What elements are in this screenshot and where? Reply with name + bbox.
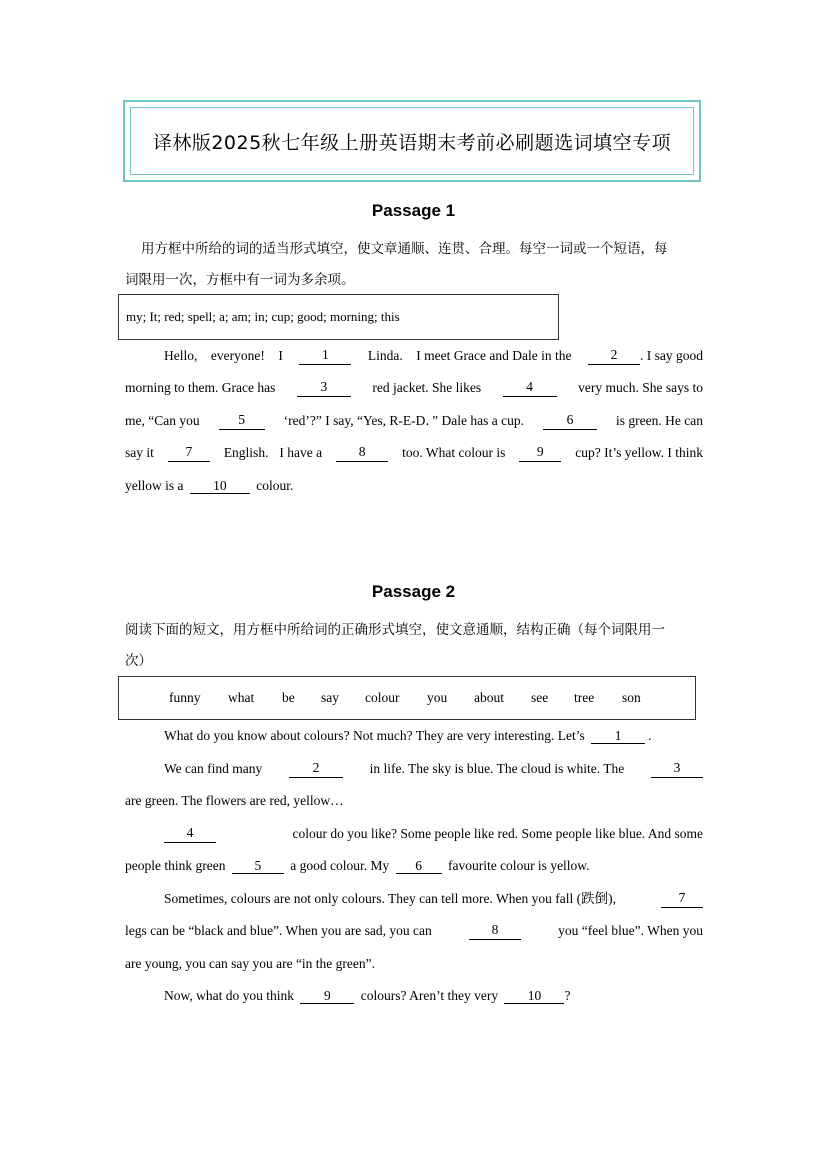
passage2-line-9: Now, what do you think 9 colours? Aren’t they very 10 ? bbox=[164, 988, 571, 1003]
p2-blank-1[interactable]: 1 bbox=[591, 728, 645, 744]
blank-6[interactable]: 6 bbox=[543, 412, 597, 430]
passage2-heading: Passage 2 bbox=[371, 582, 456, 601]
p2-blank-8[interactable]: 8 bbox=[469, 922, 521, 940]
passage2-line-2: We can find many 2 in life. The sky is blue. The cloud is white. The 3 bbox=[164, 760, 703, 778]
passage1-line-5: yellow is a 10 colour. bbox=[125, 478, 294, 493]
passage1-heading: Passage 1 bbox=[371, 201, 456, 220]
passage1-line-2: morning to them. Grace has 3 red jacket. She likes 4 very much. She says to bbox=[125, 379, 703, 395]
word-see: see bbox=[531, 690, 549, 705]
p2-blank-6[interactable]: 6 bbox=[396, 858, 442, 874]
word-colour: colour bbox=[365, 690, 400, 705]
passage2-line-6: Sometimes, colours are not only colours. They can tell more. When you fall (跌倒), 7 bbox=[164, 890, 703, 908]
p2-blank-10[interactable]: 10 bbox=[504, 988, 564, 1004]
title-box bbox=[123, 100, 701, 182]
passage2-instructions-line1: 阅读下面的短文，用方框中所给词的正确形式填空，使文意通顺，结构正确（每个词限用一 bbox=[125, 622, 665, 638]
word-you: you bbox=[427, 690, 448, 705]
passage2-instructions-line2: 次） bbox=[125, 653, 152, 669]
word-son: son bbox=[622, 690, 641, 705]
passage2-line-8: are young, you can say you are “in the green”. bbox=[125, 956, 376, 971]
passage2-line-5: people think green 5 a good colour. My 6 favourite colour is yellow. bbox=[125, 858, 590, 873]
passage1-line-1: Hello, everyone! I 1 Linda. I meet Grace and Dale in the 2 . I say good bbox=[164, 347, 703, 363]
passage1-line-3: me, “Can you 5 ‘red’?” I say, “Yes, R-E-D．” Dale has a cup. 6 is green. He can bbox=[125, 412, 703, 428]
blank-7[interactable]: 7 bbox=[168, 444, 210, 462]
word-tree: tree bbox=[574, 690, 595, 705]
passage2-line-7: legs can be “black and blue”. When you are sad, you can 8 you “feel blue”. When you bbox=[125, 922, 703, 938]
blank-8[interactable]: 8 bbox=[336, 444, 388, 462]
word-what: what bbox=[228, 690, 255, 705]
blank-10[interactable]: 10 bbox=[190, 478, 250, 494]
p2-blank-4[interactable]: 4 bbox=[164, 825, 216, 843]
word-be: be bbox=[282, 690, 295, 705]
passage1-word-box bbox=[118, 294, 559, 340]
passage2-line-1: What do you know about colours? Not much? They are very interesting. Let’s 1 . bbox=[164, 728, 652, 743]
passage1-instructions-line1: 用方框中所给的词的适当形式填空，使文章通顺、连贯、合理。每空一词或一个短语，每 bbox=[141, 241, 668, 257]
blank-4[interactable]: 4 bbox=[503, 379, 557, 397]
p2-blank-3[interactable]: 3 bbox=[651, 760, 703, 778]
passage1-line-4: say it 7 English. I have a 8 too. What colour is 9 cup? It’s yellow. I think bbox=[125, 444, 703, 460]
p2-blank-2[interactable]: 2 bbox=[289, 760, 343, 778]
passage1-word-list: my; It; red; spell; a; am; in; cup; good; morning; this bbox=[126, 309, 400, 324]
blank-9[interactable]: 9 bbox=[519, 444, 561, 462]
passage2-line-3: are green. The flowers are red, yellow… bbox=[125, 793, 344, 808]
document-title: 译林版2025秋七年级上册英语期末考前必刷题选词填空专项 bbox=[130, 107, 694, 175]
word-about: about bbox=[474, 690, 504, 705]
passage2-word-box bbox=[118, 676, 696, 720]
blank-5[interactable]: 5 bbox=[219, 412, 265, 430]
word-funny: funny bbox=[169, 690, 201, 705]
passage1-instructions-line2: 词限用一次，方框中有一词为多余项。 bbox=[125, 272, 355, 288]
blank-1[interactable]: 1 bbox=[299, 347, 351, 365]
blank-3[interactable]: 3 bbox=[297, 379, 351, 397]
passage2-line-4: 4 colour do you like? Some people like red. Some people like blue. And some bbox=[164, 825, 703, 843]
p2-blank-5[interactable]: 5 bbox=[232, 858, 284, 874]
blank-2[interactable]: 2 bbox=[588, 347, 640, 365]
p2-blank-9[interactable]: 9 bbox=[300, 988, 354, 1004]
p2-blank-7[interactable]: 7 bbox=[661, 890, 703, 908]
word-say: say bbox=[321, 690, 339, 705]
